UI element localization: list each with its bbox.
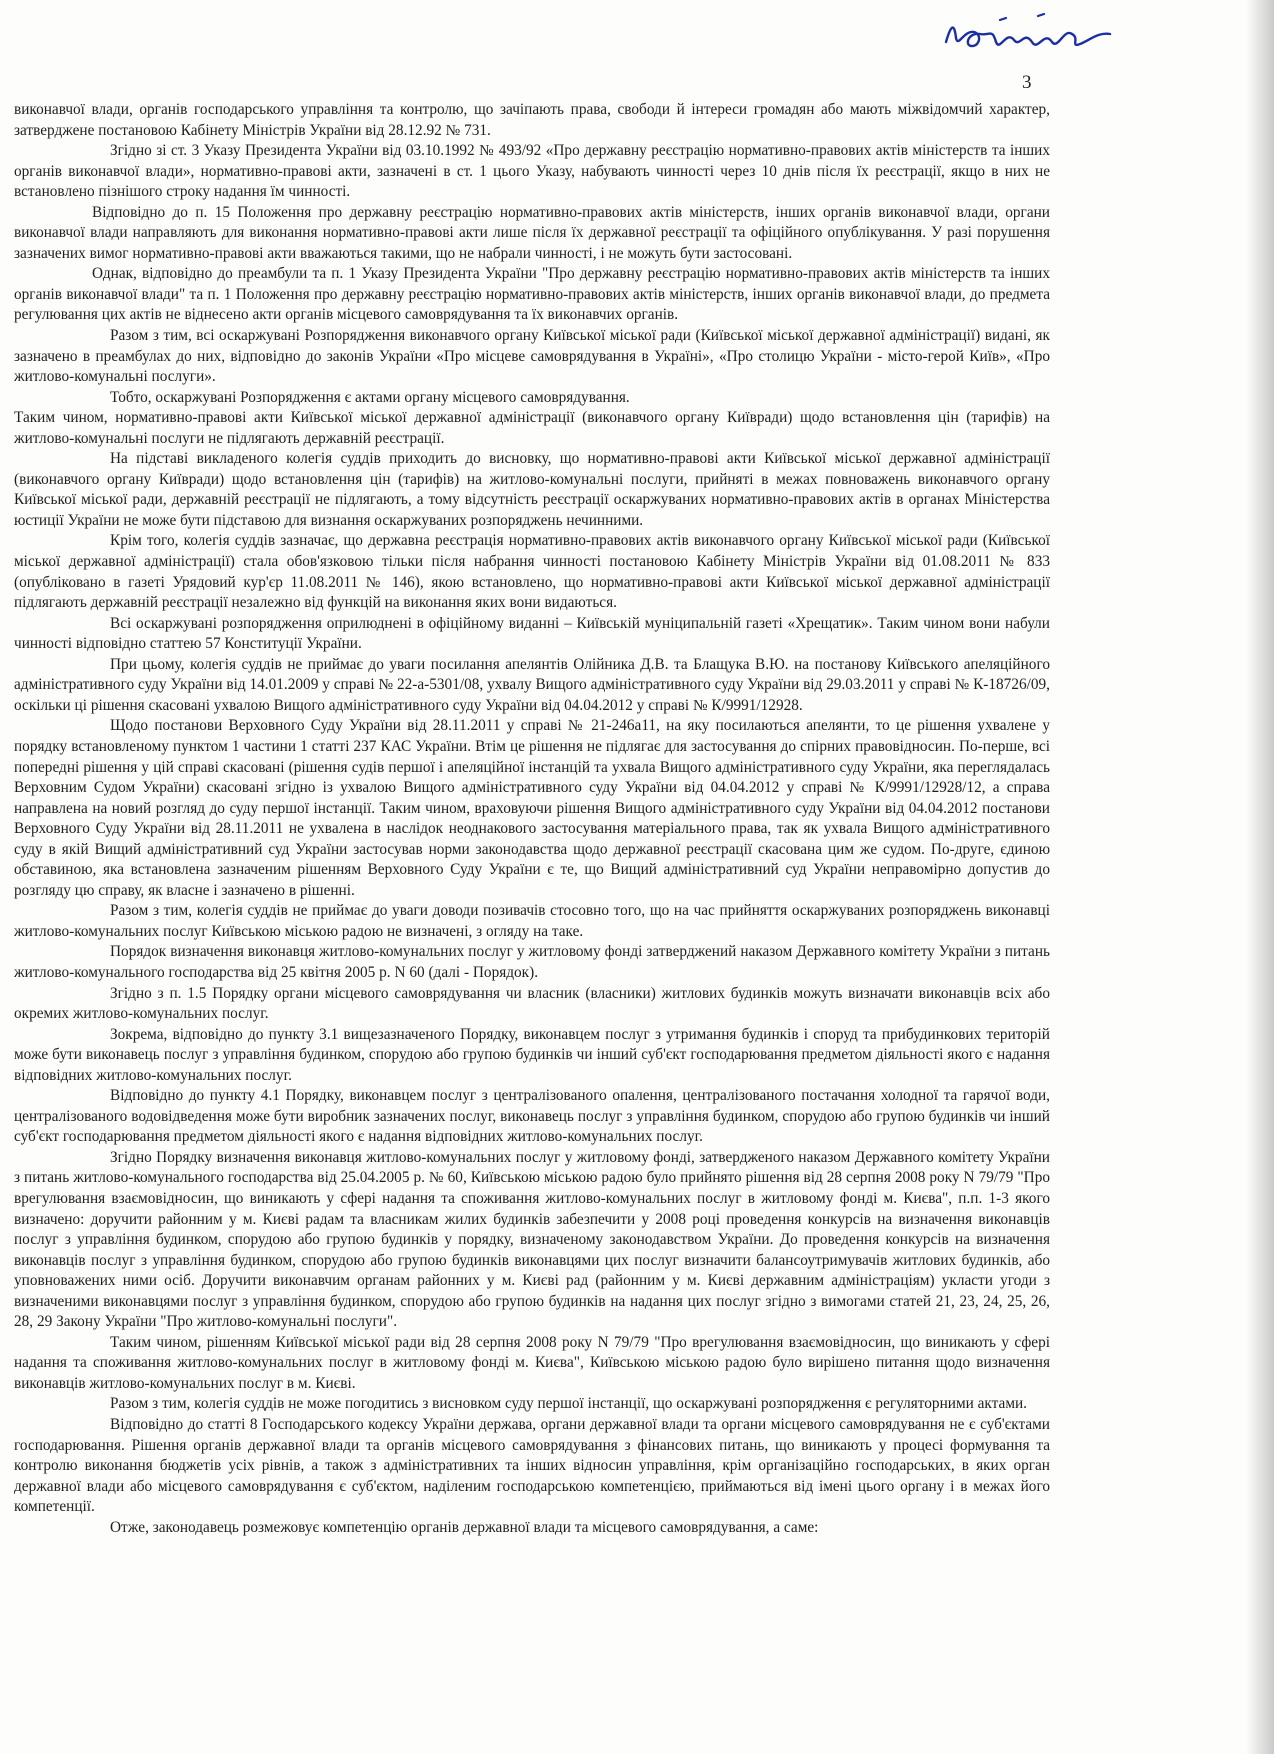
paragraph: Згідно з п. 1.5 Порядку органи місцевого самоврядування чи власник (власники) житлових будинків можуть визначати виконавців всіх або окремих житлово-комунальних послуг. — [14, 984, 1050, 1023]
paragraph: Відповідно до пункту 4.1 Порядку, виконавцем послуг з централізованого опалення, централізованого постачання холодної та гарячої води, централізованого водовідведення може бути виробник зазначених послуг, виконавець послуг з управління будинком, спорудою або групою будинків чи інший суб'єкт господарювання предметом діяльності якого є надання відповідних житлово-комунальних послуг. — [14, 1087, 1050, 1146]
paragraph: Разом з тим, всі оскаржувані Розпорядження виконавчого органу Київської міської ради (Київської міської державної адміністрації) видані, як зазначено в преамбулах до них, відповідно до законів України «Про місцеве самоврядування в Україні», «Про столицю України - місто-герой Київ», «Про житлово-комунальні послуги». — [14, 327, 1050, 386]
paragraph: Всі оскаржувані розпорядження оприлюднені в офіційному виданні – Київській муніципальній газеті «Хрещатик». Таким чином вони набули чинності відповідно статтею 57 Конституції України. — [14, 614, 1050, 653]
page-number: 3 — [1022, 72, 1032, 93]
paragraph: При цьому, колегія суддів не приймає до уваги посилання апелянтів Олійника Д.В. та Блащука В.Ю. на постанову Київського апеляційного адміністративного суду України від 14.01.2009 у справі № 22-а-5301/08, ухвалу Вищого адміністративного суду України від 29.03.2011 у справі № К-18726/09, оскільки ці рішення скасовані ухвалою Вищого адміністративного суду України від 04.04.2012 у справі № К/9991/12928. — [14, 655, 1050, 714]
paragraph: Крім того, колегія суддів зазначає, що державна реєстрація нормативно-правових актів виконавчого органу Київської міської ради (Київської міської державної адміністрації) стала обов'язковою тільки після набрання чинності постановою Кабінету Міністрів України від 01.08.2011 № 833 (опубліковано в газеті Урядовий кур'єр 11.08.2011 № 146), якою встановлено, що нормативно-правові акти Київської міської державної адміністрації підлягають державній реєстрації незалежно від функцій на виконання яких вони видаються. — [14, 532, 1050, 612]
paragraph: Щодо постанови Верховного Суду України від 28.11.2011 у справі № 21-246а11, на яку посилаються апелянти, то це рішення ухвалене у порядку встановленому пунктом 1 частини 1 статті 237 КАС України. Втім це рішення не підлягає для застосування до спірних правовідносин. По-перше, всі попередні рішення у цій справі скасовані (рішення судів першої і апеляційної інстанцій та ухвала Вищого адміністративного суду України, яка переглядалась Верховним Судом України) скасовані згідно із ухвалою Вищого адміністративного суду України від 04.04.2012 у справі № К/9991/12928/12, а справа направлена на новий розгляд до суду першої інстанції. Таким чином, враховуючи рішення Вищого адміністративного суду України від 04.04.2012 постанови Верховного Суду України від 28.11.2011 не ухвалена в наслідок неоднакового застосування матеріального права, так як ухвала Вищого адміністративного суду в якій Вищий адміністративний суд України застосував норми законодавства щодо державної реєстрації скасована цим же судом. По-друге, єдиною обставиною, яка встановлена зазначеним рішенням Верховного Суду України є те, що Вищий адміністративний суд України неправомірно допустив до розгляду цю справу, як власне і зазначено в рішенні. — [14, 717, 1050, 899]
handwritten-copy-mark — [940, 8, 1120, 60]
paragraph: Однак, відповідно до преамбули та п. 1 Указу Президента України "Про державну реєстрацію нормативно-правових актів міністерств та інших органів виконавчої влади" та п. 1 Положення про державну реєстрацію нормативно-правових актів міністерств, інших органів виконавчої влади, до предмета регулювання цих актів не віднесено акти органів місцевого самоврядування та їх виконавчих органів. — [14, 265, 1050, 324]
paragraph: Разом з тим, колегія суддів не може погодитись з висновком суду першої інстанції, що оскаржувані розпорядження є регуляторними актами. — [110, 1395, 1028, 1413]
paragraph: На підставі викладеного колегія суддів приходить до висновку, що нормативно-правові акти Київської міської державної адміністрації (виконавчого органу Київради) щодо встановлення цін (тарифів) на житлово-комунальні послуги, прийняті в межах повноважень виконавчого органу Київської міської ради, державній реєстрації не підлягають, а тому відсутність реєстрації оскаржуваних нормативно-правових актів в органах Міністерства юстиції України не може бути підставою для визнання оскаржуваних розпоряджень нечинними. — [14, 450, 1050, 529]
paragraph: виконавчої влади, органів господарського управління та контролю, що зачіпають права, свободи й інтереси громадян або мають міжвідомчий характер, затверджене постановою Кабінету Міністрів України від 28.12.92 № 731. — [14, 101, 1050, 139]
paragraph: Тобто, оскаржувані Розпорядження є актами органу місцевого самоврядування. — [110, 388, 630, 406]
paragraph: Таким чином, нормативно-правові акти Київської міської державної адміністрації (виконавчого органу Київради) щодо встановлення цін (тарифів) на житлово-комунальні послуги не підлягають державній реєстрації. — [14, 409, 1050, 447]
scan-edge-shadow — [1246, 0, 1274, 1754]
paragraph: Згідно Порядку визначення виконавця житлово-комунальних послуг у житловому фонді, затвердженого наказом Державного комітету України з питань житлово-комунального господарства від 25.04.2005 р. № 60, Київською міською радою було прийнято рішення від 28 серпня 2008 року N 79/79 "Про врегулювання взаємовідносин, що виникають у сфері надання та споживання житлово-комунальних послуг в житловому фонді м. Києва", п.п. 1-3 якого визначено: доручити районним у м. Києві радам та власникам жилих будинків забезпечити у 2008 році проведення конкурсів на визначення виконавців послуг з управління будинком, спорудою або групою будинків у порядку, визначеному законодавством України. До проведення конкурсів на визначення виконавців послуг з управління будинком, спорудою або групою будинків виконавцями цих послуг визначити балансоутримувачів житлових будинків, або уповноважених ними осіб. Доручити виконавчим органам районних у м. Києві рад (районним у м. Києві державним адміністраціям) укласти угоди з визначеними виконавцями послуг з управління будинком, спорудою або групою будинків на надання цих послуг згідно з вимогами статей 21, 23, 24, 25, 26, 28, 29 Закону України "Про житлово-комунальні послуги". — [14, 1148, 1050, 1331]
paragraph: Згідно зі ст. 3 Указу Президента України від 03.10.1992 № 493/92 «Про державну реєстрацію нормативно-правових актів міністерств та інших органів виконавчої влади», нормативно-правові акти, зазначені в ст. 1 цього Указу, набувають чинності через 10 днів після їх реєстрації, якщо в них не встановлено пізнішого строку надання їм чинності. — [14, 142, 1050, 201]
paragraph: Відповідно до статті 8 Господарського кодексу України держава, органи державної влади та органи місцевого самоврядування не є суб'єктами господарювання. Рішення органів державної влади та органів місцевого самоврядування з фінансових питань, що виникають у процесі формування та контролю виконання бюджетів усіх рівнів, а також з адміністративних та інших відносин управління, крім організаційно господарських, в яких орган державної влади або місцевого самоврядування є суб'єктом, наділеним господарською компетенцією, приймаються від імені цього органу і в межах його компетенції. — [14, 1416, 1050, 1516]
paragraph: Відповідно до п. 15 Положення про державну реєстрацію нормативно-правових актів міністерств, інших органів виконавчої влади, органи виконавчої влади направляють для виконання нормативно-правові акти лише після їх державної реєстрації та офіційного опублікування. У разі порушення зазначених вимог нормативно-правові акти вважаються такими, що не набрали чинності, і не можуть бути застосовані. — [14, 203, 1050, 262]
paragraph: Зокрема, відповідно до пункту 3.1 вищезазначеного Порядку, виконавцем послуг з утримання будинків і споруд та прибудинкових територій може бути виконавець послуг з управління будинком, спорудою або групою будинків чи інший суб'єкт господарювання предметом діяльності якого є надання відповідних житлово-комунальних послуг. — [14, 1025, 1050, 1084]
document-body — [14, 100, 1050, 1740]
paragraph: Разом з тим, колегія суддів не приймає до уваги доводи позивачів стосовно того, що на час прийняття оскаржуваних розпоряджень виконавці житлово-комунальних послуг Київською міською радою не визначені, з огляду на таке. — [14, 902, 1050, 940]
paragraph: Отже, законодавець розмежовує компетенцію органів державної влади та місцевого самоврядування, а саме: — [110, 1518, 819, 1536]
paragraph: Таким чином, рішенням Київської міської ради від 28 серпня 2008 року N 79/79 "Про врегулювання взаємовідносин, що виникають у сфері надання та споживання житлово-комунальних послуг в житловому фонді м. Києва", Київською міською радою було вирішено питання щодо визначення виконавців житлово-комунальних послуг в м. Києві. — [14, 1333, 1050, 1392]
paragraph: Порядок визначення виконавця житлово-комунальних послуг у житловому фонді затверджений наказом Державного комітету України з питань житлово-комунального господарства від 25 квітня 2005 р. N 60 (далі - Порядок). — [14, 943, 1050, 981]
